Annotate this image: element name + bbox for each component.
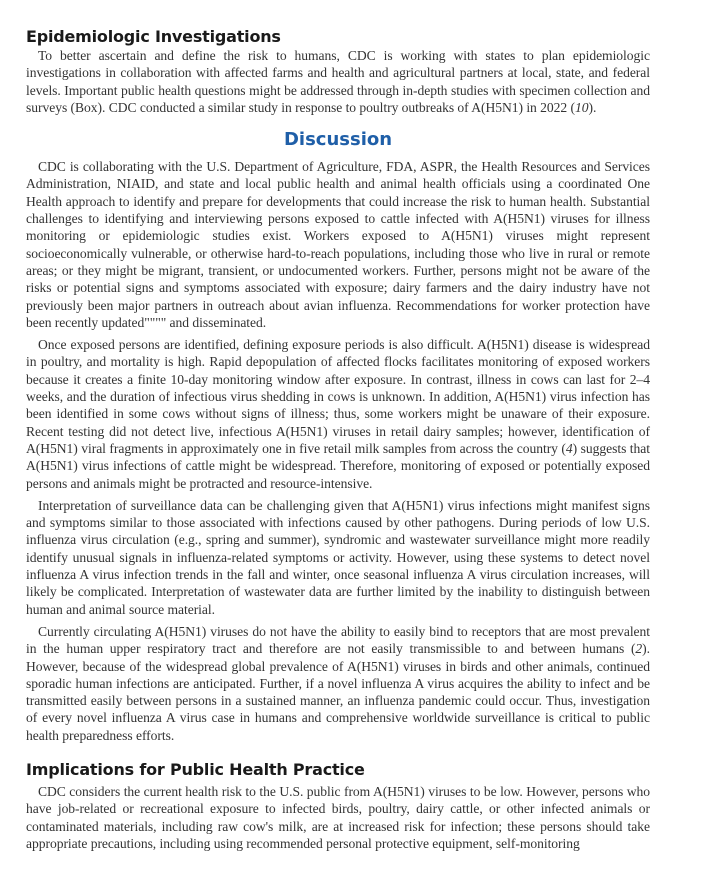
text-run: ). However, because of the widespread global prevalence of A(H5N1) viruses in birds and other animals, continued sporadic human infections are anticipated. Further, if a novel influenza A virus acquires the ability to infect and be transmitted easily between persons in a sustained manner, an influenza pandemic could occur. Thus, investigation of every novel influenza A virus case in humans and comprehensive worldwide surveillance is critical to public health preparedness efforts. — [26, 641, 650, 743]
paragraph-discussion-2 — [26, 336, 650, 492]
text-run: ) suggests that A(H5N1) virus infections of cattle might be widespread. Therefore, monitoring of exposed or potentially exposed persons and animals might be protracted and resource-intensive. — [26, 440, 650, 491]
text-run: Once exposed persons are identified, defining exposure periods is also difficult. A(H5N1) disease is widespread in poultry, and mortality is high. Rapid depopulation of affected flocks facilitates monitoring of exposed workers because it creates a finite 10-day monitoring window after exposure. In contrast, illness in cows can last for 2–4 weeks, and the duration of infectious virus shedding in cows is unknown. In addition, A(H5N1) virus infection has been identified in some cows without signs of illness; thus, some workers might be unaware of their exposure. Recent testing did not detect live, infectious A(H5N1) viruses in retail dairy samples; however, identification of A(H5N1) viral fragments in approximately one in five retail milk samples from across the country ( — [26, 337, 650, 456]
text-run: ). — [588, 99, 597, 115]
paragraph-epidemiologic — [26, 47, 650, 116]
paragraph-discussion-1: CDC is collaborating with the U.S. Department of Agriculture, FDA, ASPR, the Health Resources and Services Administration, NIAID, and state and local public health and animal health officials using a coordinated One Health approach to identify and prepare for developments that could increase the risk to human health. Substantial challenges to identifying and interviewing persons exposed to cattle infected with A(H5N1) viruses for illness monitoring or epidemiologic studies exist. Workers exposed to A(H5N1) viruses might represent socioeconomically vulnerable, or otherwise hard-to-reach populations, including those who live in rural or remote areas; or they might be migrant, transient, or undocumented workers. Further, persons might not be aware of the risks or potential signs and symptoms associated with exposure; dairy farmers and the dairy industry have not previously been major partners in outreach about avian influenza. Recommendations for worker protection have been recently updated"""" and disseminated. — [26, 159, 650, 330]
paragraph-implications-1: CDC considers the current health risk to the U.S. public from A(H5N1) viruses to be low. However, persons who have job-related or recreational exposure to infected birds, poultry, dairy cattle, or other infected animals or contaminated materials, including raw cow's milk, are at increased risk for infection; these persons should take appropriate precautions, including using recommended personal protective equipment, self-monitoring — [26, 783, 650, 851]
text-run: To better ascertain and define the risk to humans, CDC is working with states to plan epidemiologic investigations in collaboration with affected farms and health and agricultural partners at local, state, and federal levels. Important public health questions might be addressed through in-depth studies with specimen collection and surveys (Box). CDC conducted a similar study in response to poultry outbreaks of A(H5N1) in 2022 ( — [26, 48, 650, 115]
reference-link[interactable]: 10 — [574, 99, 589, 115]
section-heading-discussion: Discussion — [283, 129, 393, 151]
paragraph-discussion-4 — [26, 623, 650, 744]
text-run: Currently circulating A(H5N1) viruses do not have the ability to easily bind to receptors that are most prevalent in the human upper respiratory tract and therefore are not easily transmissible to and between humans ( — [26, 623, 650, 657]
paragraph-discussion-3: Interpretation of surveillance data can be challenging given that A(H5N1) virus infections might manifest signs and symptoms similar to those associated with infections caused by other pathogens. During periods of low U.S. influenza virus circulation (e.g., spring and summer), syndromic and wastewater surveillance might more readily identify unusual signals in influenza-related symptoms or activity. However, using these systems to detect novel influenza A virus infection trends in the fall and winter, once seasonal influenza A virus circulation increases, will likely be complicated. Interpretation of wastewater data are further limited by the inability to distinguish between human and animal source material. — [26, 497, 650, 617]
reference-link[interactable]: 4 — [565, 440, 573, 456]
section-heading-epidemiologic-investigations: Epidemiologic Investigations — [26, 27, 281, 46]
section-heading-implications: Implications for Public Health Practice — [26, 759, 365, 779]
reference-link[interactable]: 2 — [635, 641, 643, 657]
